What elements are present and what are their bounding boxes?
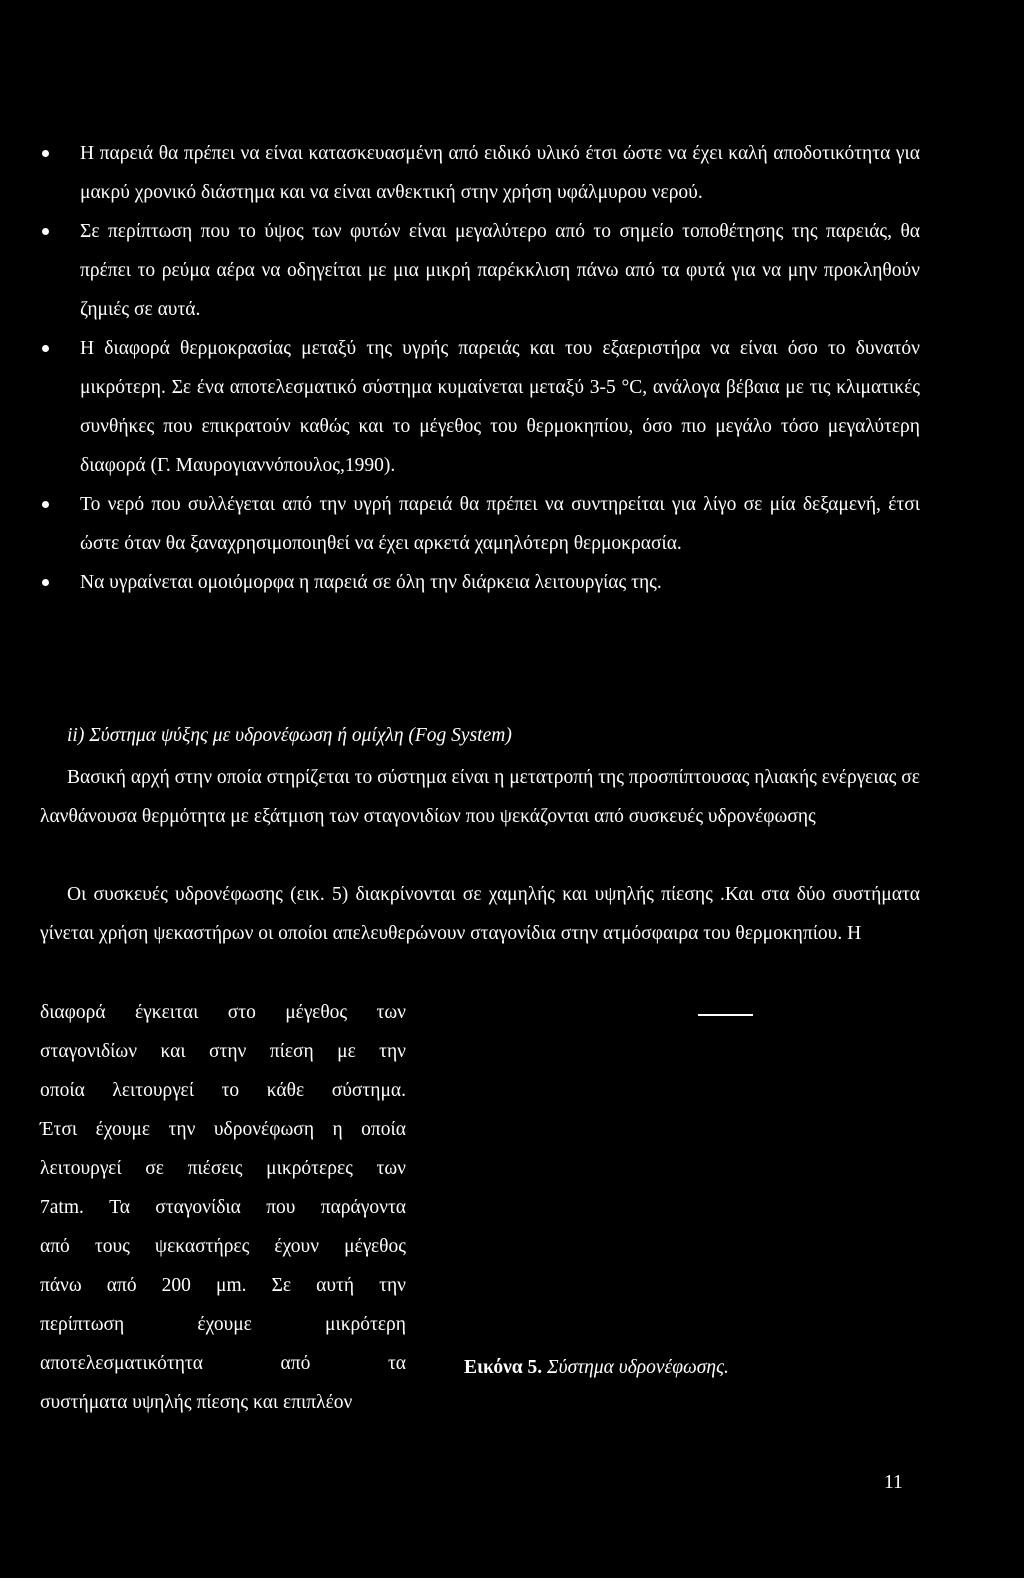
column-line: οποία λειτουργεί το κάθε σύστημα. (40, 1080, 406, 1101)
bullet-text: Να υγραίνεται ομοιόμορφα η παρειά σε όλη την διάρκεια λειτουργίας της. (80, 572, 662, 593)
bullet-item (40, 134, 920, 212)
bullet-text: Σε περίπτωση που το ύψος των φυτών είναι μεγαλύτερο από το σημείο τοποθέτησης της παρειάς, θα πρέπει το ρεύμα αέρα να οδηγείται με μια μικρή παρέκκλιση πάνω από τα φυτά για να μην προκληθούν ζημιές σε αυτά. (80, 221, 920, 320)
page-number: 11 (884, 1472, 903, 1493)
bullet-text: Το νερό που συλλέγεται από την υγρή παρειά θα πρέπει να συντηρείται για λίγο σε μία δεξαμενή, έτσι ώστε όταν θα ξαναχρησιμοποιηθεί να έχει αρκετά χαμηλότερη θερμοκρασία. (80, 494, 920, 554)
column-line: συστήματα υψηλής πίεσης και επιπλέον (40, 1392, 353, 1413)
bullet-dot-icon (42, 150, 49, 157)
bullet-text: Η παρειά θα πρέπει να είναι κατασκευασμένη από ειδικό υλικό έτσι ώστε να έχει καλή αποδοτικότητα για μακρύ χρονικό διάστημα και να είναι ανθεκτική στην χρήση υφάλμυρου νερού. (80, 143, 920, 203)
text-column (40, 993, 406, 1422)
requirements-bullet-list (40, 134, 920, 602)
bullet-item (40, 563, 920, 602)
figure-placeholder (420, 993, 920, 1383)
figure-caption (464, 1357, 729, 1379)
column-line: διαφορά έγκειται στο μέγεθος των (40, 1002, 406, 1023)
bullet-text: Η διαφορά θερμοκρασίας μεταξύ της υγρής παρειάς και του εξαεριστήρα να είναι όσο το δυνατόν μικρότερη. Σε ένα αποτελεσματικό σύστημα κυμαίνεται μεταξύ 3-5 °C, ανάλογα βέβαια με τις κλιματικές συνθήκες που επικρατούν καθώς και το μέγεθος του θερμοκηπίου, όσο πιο μεγάλο τόσο μεγαλύτερη διαφορά (Γ. Μαυρογιαννόπουλος,1990). (80, 338, 920, 476)
bullet-item (40, 329, 920, 485)
caption-label: Εικόνα 5. (464, 1357, 543, 1378)
column-line: περίπτωση έχουμε μικρότερη (40, 1314, 406, 1335)
bullet-dot-icon (42, 579, 49, 586)
bullet-item (40, 485, 920, 563)
figure-line-mark (698, 1014, 753, 1016)
bullet-dot-icon (42, 228, 49, 235)
column-line: σταγονιδίων και στην πίεση με την (40, 1041, 406, 1062)
caption-text: Σύστημα υδρονέφωσης. (547, 1357, 729, 1378)
section-heading: ii) Σύστημα ψύξης με υδρονέφωση ή ομίχλη (Fog System) (67, 725, 512, 746)
bullet-item (40, 212, 920, 329)
column-line: λειτουργεί σε πιέσεις μικρότερες των (40, 1158, 406, 1179)
column-line: πάνω από 200 μm. Σε αυτή την (40, 1275, 406, 1296)
bullet-dot-icon (42, 501, 49, 508)
column-line: αποτελεσματικότητα από τα (40, 1353, 406, 1374)
column-line: Έτσι έχουμε την υδρονέφωση η οποία (40, 1119, 406, 1140)
bullet-dot-icon (42, 345, 49, 352)
body-paragraph: Βασική αρχή στην οποία στηρίζεται το σύστημα είναι η μετατροπή της προσπίπτουσας ηλιακής ενέργειας σε λανθάνουσα θερμότητα με εξάτμιση των σταγονιδίων που ψεκάζονται από συσκευές υδρονέφωσης (40, 767, 920, 827)
column-line: 7atm. Τα σταγονίδια που παράγοντα (40, 1197, 406, 1218)
column-line: από τους ψεκαστήρες έχουν μέγεθος (40, 1236, 406, 1257)
body-paragraph: Οι συσκευές υδρονέφωσης (εικ. 5) διακρίνονται σε χαμηλής και υψηλής πίεσης .Και στα δύο συστήματα γίνεται χρήση ψεκαστήρων οι οποίοι απελευθερώνουν σταγονίδια στην ατμόσφαιρα του θερμοκηπίου. Η (40, 884, 920, 944)
